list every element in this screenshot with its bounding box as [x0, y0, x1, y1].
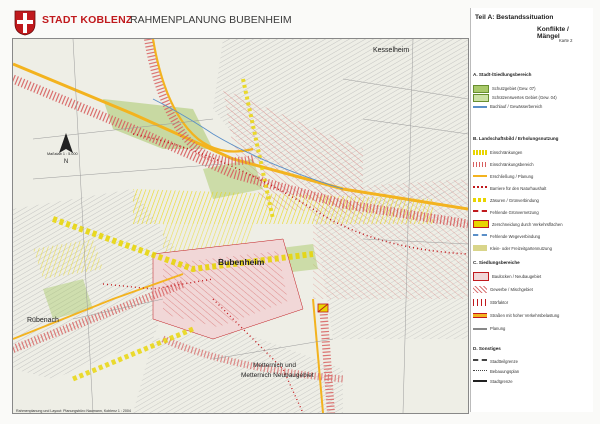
- legend-item: Zerschneidung durch Verkehrsflächen: [473, 218, 591, 230]
- place-label-kesselheim: Kesselheim: [373, 47, 410, 54]
- scale-text: Maßstab 1 : 5.000: [47, 152, 78, 156]
- legend-section-c: C. Siedlungsbereiche: [473, 260, 520, 265]
- legend-section-b: B. Landschaftsbild / Erholungsnutzung: [473, 136, 559, 141]
- legend-item: Stadtgrenze: [473, 376, 591, 386]
- sheet-part: Teil A: Bestandssituation: [475, 14, 554, 21]
- legend-item: Bebauungsplan: [473, 366, 591, 376]
- legend-item: Störfaktor: [473, 296, 591, 309]
- legend-item: Bachlauf / Gewässerbereich: [473, 102, 591, 111]
- legend-item: Fehlende Grünvernetzung: [473, 206, 591, 218]
- legend-item: Einschränkungen: [473, 146, 591, 158]
- legend-item: Baulücken / Neubaugebiet: [473, 270, 591, 283]
- legend-item: Schützenswertes Gebiet (Gew. 04): [473, 93, 591, 102]
- legend-item: Schutzgebiet (Gew. 07): [473, 84, 591, 93]
- place-label-metternich-neubaugebiet: Metternich Neubaugebiet: [241, 372, 314, 379]
- legend-section-d: D. Sonstiges: [473, 346, 501, 351]
- place-label-metternich: Metternich und: [253, 362, 296, 369]
- legend-item: Einschränkungsbereich: [473, 158, 591, 170]
- map-canvas[interactable]: [12, 38, 469, 414]
- legend-item: Fehlende Wegeverbindung: [473, 230, 591, 242]
- legend-item: Erschließung / Planung: [473, 170, 591, 182]
- legend-panel: [470, 8, 593, 412]
- coat-of-arms-icon: [14, 10, 36, 36]
- legend-item: Straßen mit hoher Verkehrsbelastung: [473, 309, 591, 322]
- place-label-bubenheim: Bubenheim: [218, 257, 265, 267]
- legend-item: Zäsuren / Grünverbindung: [473, 194, 591, 206]
- legend-item: Klein- oder Freizeitgartennutzung: [473, 242, 591, 254]
- map-drawing: [13, 39, 468, 413]
- footer-credit: Rahmenplanung und Layout: Planungsbüro Naumann, Koblenz 1 : 2004: [16, 409, 131, 413]
- legend-section-a: A. Stadt-/Siedlungsbereich: [473, 72, 532, 77]
- city-name: STADT KOBLENZ: [42, 14, 133, 26]
- swatch-stream: [473, 106, 487, 108]
- place-label-ruebenach: Rübenach: [27, 317, 59, 324]
- plan-title: RAHMENPLANUNG BUBENHEIM: [130, 14, 292, 26]
- svg-text:N: N: [63, 159, 69, 165]
- legend-item: Barriere für den Naturhaushalt: [473, 182, 591, 194]
- legend-item: Gewerbe / Mischgebiet: [473, 283, 591, 296]
- sheet-card: Karte 2: [559, 38, 573, 43]
- legend-item: Planung: [473, 322, 591, 335]
- sheet-topic: Konflikte / Mängel: [537, 26, 569, 40]
- swatch-green: [473, 85, 489, 93]
- swatch-lightgreen: [473, 94, 489, 102]
- legend-item: Stadtteilgrenze: [473, 356, 591, 366]
